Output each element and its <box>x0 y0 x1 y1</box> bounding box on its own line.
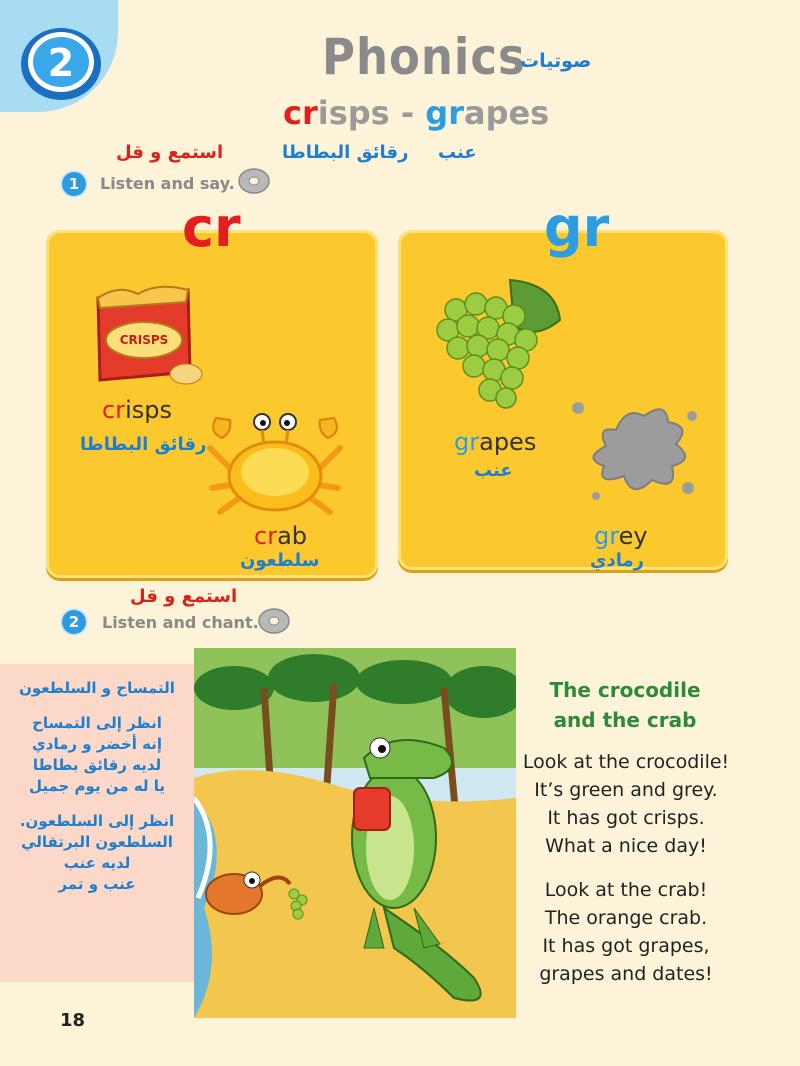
card-cr-word2-highlight: cr <box>254 522 278 550</box>
audio-cd-icon-2[interactable] <box>256 606 292 636</box>
poem-line: It has got crisps. <box>547 807 705 829</box>
card-gr-word1 <box>454 428 536 456</box>
crisps-bag-label: CRISPS <box>119 333 169 347</box>
page-number: 18 <box>60 1010 86 1031</box>
card-gr-word1-arabic: عنب <box>474 460 513 481</box>
exercise2-number: 2 <box>62 610 86 634</box>
card-cr-word1-arabic: رقائق البطاطا <box>80 434 207 455</box>
page-title: Phonics <box>322 28 526 86</box>
arabic-line-5: لديه رقائق بطاطا <box>32 756 162 774</box>
card-cr-word2 <box>254 522 307 550</box>
arabic-line-2 <box>0 699 194 713</box>
grey-splash-image <box>566 396 702 506</box>
subtitle-separator: - <box>389 94 426 132</box>
poem-line: Look at the crab! <box>544 879 708 901</box>
poem-line: It has got grapes, <box>542 935 710 957</box>
arabic-line-1: التمساح و السلطعون <box>19 679 175 697</box>
crab-image <box>202 408 348 518</box>
arabic-translation-box <box>0 664 194 982</box>
card-gr-word1-rest: apes <box>479 428 537 456</box>
subtitle-rest-1: isps <box>317 94 390 132</box>
poem-line: The orange crab. <box>544 907 708 929</box>
poem-line: grapes and dates! <box>539 963 713 985</box>
subtitle-highlight-gr: gr <box>425 94 464 132</box>
card-cr-word2-rest: ab <box>277 522 308 550</box>
unit-number-badge <box>16 22 106 102</box>
card-gr-letters: gr <box>544 196 610 259</box>
card-cr-word2-arabic: سلطعون <box>240 550 320 571</box>
exercise1-instruction: Listen and say. <box>100 174 235 193</box>
card-gr-word2 <box>594 522 648 550</box>
exercise1-heading-arabic: استمع و قل <box>116 142 224 163</box>
exercise2-heading-arabic: استمع و قل <box>130 586 238 607</box>
poem-title-line1: The crocodile <box>549 678 701 702</box>
phonics-subtitle <box>283 94 549 132</box>
arabic-line-9: السلطعون البرتقالي <box>21 833 173 851</box>
card-gr-word2-arabic: رمادي <box>590 550 644 571</box>
card-cr-word1-highlight: cr <box>102 396 126 424</box>
crisps-bag-image <box>78 280 208 390</box>
exercise1-number: 1 <box>62 172 86 196</box>
grapes-image <box>426 270 566 410</box>
exercise2-instruction: Listen and chant. <box>102 613 259 632</box>
poem-stanza-2 <box>512 876 740 988</box>
card-cr-letters: cr <box>182 196 241 259</box>
arabic-line-8: انظر إلى السلطعون. <box>19 812 175 830</box>
subtitle-arabic-1: رقائق البطاطا <box>282 142 409 163</box>
card-gr-word2-highlight: gr <box>594 522 619 550</box>
arabic-line-4: إنه أخضر و رمادي <box>32 735 162 753</box>
arabic-line-6: يا له من يوم جميل <box>28 777 166 795</box>
arabic-line-3: انظر إلى التمساح <box>32 714 162 732</box>
subtitle-highlight-cr: cr <box>283 94 318 132</box>
poem-stanza-1 <box>512 748 740 860</box>
poem-title <box>520 675 730 735</box>
poem-line: What a nice day! <box>545 835 707 857</box>
poem-title-line2: and the crab <box>553 708 697 732</box>
card-cr-word1 <box>102 396 172 424</box>
arabic-line-11: عنب و تمر <box>58 875 136 893</box>
arabic-line-7 <box>0 797 194 811</box>
page-title-arabic: صوتيات <box>520 50 592 72</box>
card-gr-word2-rest: ey <box>618 522 648 550</box>
subtitle-rest-2: apes <box>463 94 550 132</box>
unit-number: 2 <box>47 41 75 85</box>
arabic-line-10: لديه عنب <box>63 854 131 872</box>
card-gr-word1-highlight: gr <box>454 428 480 456</box>
poem-line: Look at the crocodile! <box>522 751 730 773</box>
card-cr-word1-rest: isps <box>125 396 172 424</box>
audio-cd-icon[interactable] <box>236 166 272 196</box>
crocodile-crab-illustration <box>194 648 516 1018</box>
poem-line: It’s green and grey. <box>534 779 718 801</box>
subtitle-arabic-2: عنب <box>438 142 477 163</box>
